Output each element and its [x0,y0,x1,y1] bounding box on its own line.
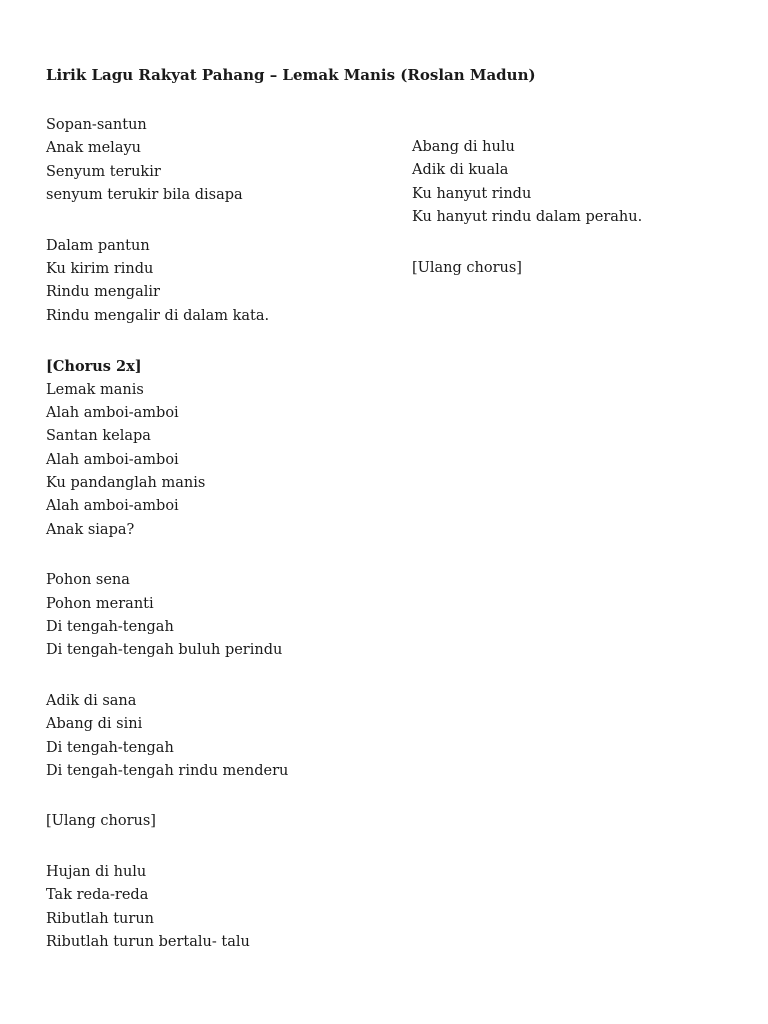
lyric-line: Alah amboi-amboi [46,451,179,468]
stanza [412,136,642,230]
lyric-line: Tak reda-reda [46,887,149,904]
lyric-line: Rindu mengalir di dalam kata. [46,307,270,324]
lyrics-left-column [46,114,288,981]
lyric-line: Dalam pantun [46,237,150,254]
stanza [46,114,288,208]
lyric-line: Ku kirim rindu [46,260,154,277]
lyric-line: Lemak manis [46,381,144,398]
lyric-line: Ku hanyut rindu dalam perahu. [412,209,643,226]
lyric-line: Anak siapa? [46,521,135,538]
lyric-line: Di tengah-tengah [46,619,174,636]
stanza [46,569,288,663]
lyric-line: Senyum terukir [46,163,161,180]
lyric-line: Abang di sini [46,716,143,733]
lyric-line: Adik di sana [46,692,137,709]
stanza [46,861,288,955]
lyric-line: Ributlah turun [46,910,155,927]
lyric-line: Alah amboi-amboi [46,404,179,421]
lyric-line: Ku hanyut rindu [412,185,532,202]
lyric-line: Sopan-santun [46,117,147,133]
lyric-line: Di tengah-tengah rindu menderu [46,762,289,779]
lyric-line: Pohon meranti [46,595,154,612]
lyric-line: Ku pandanglah manis [46,475,206,492]
lyric-line: Abang di hulu [412,139,515,155]
lyric-line: Anak melayu [46,140,141,157]
lyric-line: Adik di kuala [412,162,509,179]
lyric-line: Rindu mengalir [46,284,160,301]
lyric-line: senyum terukir bila disapa [46,187,243,204]
lyric-line: Di tengah-tengah buluh perindu [46,642,283,659]
lyrics-right-column [412,136,642,307]
stanza [46,355,288,542]
stanza [412,257,642,280]
lyric-line: Santan kelapa [46,428,151,445]
page-title: Lirik Lagu Rakyat Pahang – Lemak Manis (Roslan Madun) [46,66,536,84]
lyric-line: [Ulang chorus] [412,259,522,276]
lyric-line: Ributlah turun bertalu- talu [46,933,250,950]
stanza [46,690,288,784]
lyric-line: Di tengah-tengah [46,739,174,756]
lyric-line: Alah amboi-amboi [46,498,179,515]
lyric-line: Hujan di hulu [46,863,147,880]
lyric-line: Pohon sena [46,572,130,589]
stanza [46,235,288,329]
stanza [46,810,288,833]
lyric-line: [Ulang chorus] [46,813,156,830]
section-heading: [Chorus 2x] [46,358,142,376]
